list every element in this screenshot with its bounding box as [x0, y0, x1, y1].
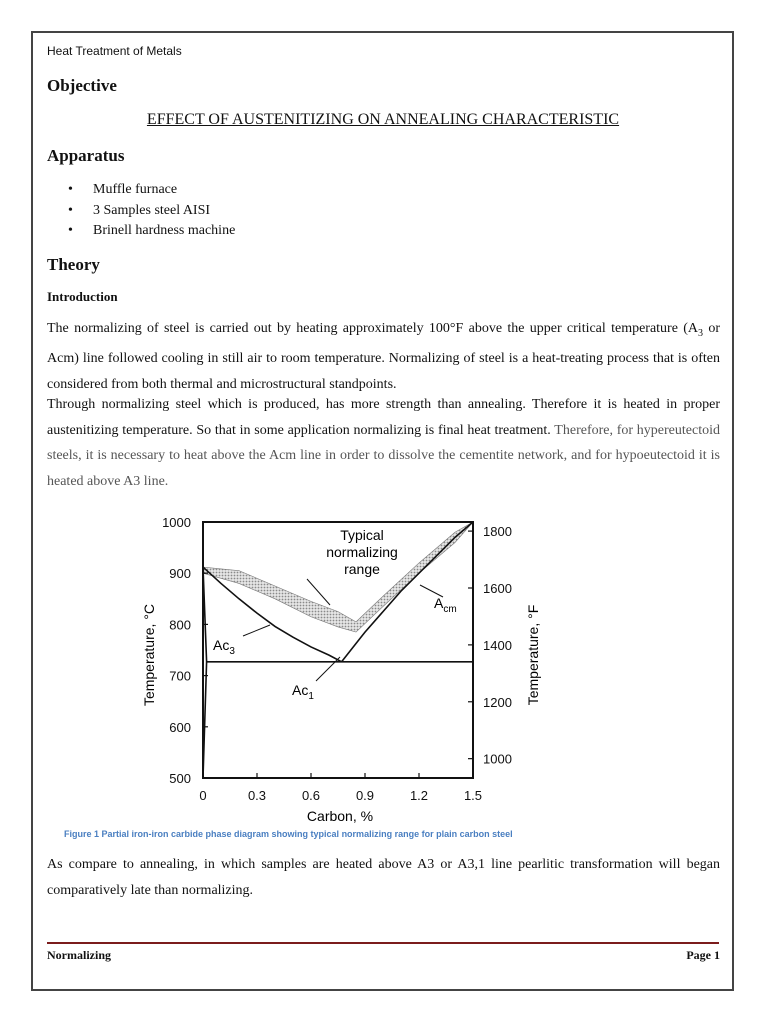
apparatus-heading: Apparatus	[47, 146, 125, 165]
x-tick-label: 1.5	[463, 788, 483, 803]
pointer-line	[316, 657, 340, 681]
annotation-ac1: $Ac_1$	[292, 682, 314, 702]
y-tick-label: 1000	[162, 515, 191, 530]
apparatus-list	[68, 180, 235, 242]
figure-caption: Figure 1 Partial iron-iron carbide phase diagram showing typical normalizing range for plain carbon steel	[64, 829, 513, 839]
y-right-tick-label: 1200	[483, 694, 512, 710]
annotation-acm: $A_{cm}$	[434, 595, 457, 615]
footer-section: Normalizing	[47, 948, 111, 962]
normalizing-range-band	[203, 522, 473, 632]
paragraph-text: or Acm) line followed cooling in still air to room temperature. Normalizing of steel is a heat-treating process that is often considered from both thermal and microstructural standpoints.	[47, 321, 720, 392]
x-tick-label: 1.2	[409, 788, 429, 803]
annotation-range: range	[344, 561, 380, 577]
list-item	[68, 180, 235, 201]
paragraph-compare: As compare to annealing, in which samples are heated above A3 or A3,1 line pearlitic transformation will began comparatively late than normalizing.	[47, 857, 720, 898]
y-right-tick-label: 1400	[483, 637, 512, 653]
x-tick-label: 0.6	[301, 788, 321, 803]
footer-rule	[47, 942, 719, 944]
y-right-tick-label: 1800	[483, 524, 512, 540]
annotation-normalizing: normalizing	[326, 544, 398, 560]
x-tick-label: 0.3	[247, 788, 267, 803]
annotation-ac3: $Ac_3$	[213, 637, 235, 657]
page-number: Page 1	[686, 948, 720, 962]
x-tick-label: 0.9	[355, 788, 375, 803]
bullet-icon: •	[68, 223, 73, 238]
y-tick-label: 700	[169, 668, 191, 684]
subscript: 3	[698, 327, 704, 339]
bullet-icon: •	[68, 182, 73, 197]
y-tick-label: 600	[169, 719, 191, 735]
x-tick-label: 0	[199, 788, 207, 803]
normalizing-range-area	[203, 522, 473, 632]
paragraph-text-gray: Therefore, for hypereutectoid steels, it is necessary to heat above the Acm line in order to dissolve the cementite network, and for hypoeutectoid it is heated above A3 line.	[47, 422, 720, 489]
y-tick-label: 900	[169, 566, 191, 582]
y-axis-right-label: Temperature, °F	[525, 604, 541, 706]
annotation-typical: Typical	[340, 527, 384, 543]
phase-lines	[203, 522, 473, 778]
list-item-label: Brinell hardness machine	[93, 223, 236, 238]
objective-heading: Objective	[47, 76, 117, 95]
y-tick-label: 500	[169, 771, 191, 786]
list-item-label: Muffle furnace	[93, 182, 178, 197]
list-item	[68, 221, 235, 242]
y-right-tick-label: 1000	[483, 751, 512, 767]
x-axis-label: Carbon, %	[306, 808, 374, 824]
list-item	[68, 201, 235, 222]
pointer-line	[420, 585, 443, 597]
theory-heading: Theory	[47, 255, 100, 274]
y-axis-label: Temperature, °C	[141, 603, 157, 707]
bullet-icon: •	[68, 202, 73, 218]
objective-text: EFFECT OF AUSTENITIZING ON ANNEALING CHARACTERISTIC	[146, 111, 620, 128]
paragraph-normalizing	[47, 316, 720, 397]
paragraph-text: The normalizing of steel is carried out by heating approximately 100°F above the upper critical temperature (A	[47, 321, 699, 336]
paragraph-text: Through normalizing steel which is produced, has more strength than annealing. Therefore it is heated in proper austenitizing temperature. So that in some application normalizing is final heat treatment.	[47, 397, 720, 438]
introduction-heading: Introduction	[47, 289, 118, 304]
y-right-tick-label: 1600	[483, 580, 512, 596]
phase-diagram-chart	[140, 505, 541, 825]
list-item-label: 3 Samples steel AISI	[93, 202, 211, 218]
pointer-line	[243, 625, 270, 636]
header-title: Heat Treatment of Metals	[47, 44, 182, 58]
paragraph-strength	[47, 392, 720, 494]
y-tick-label: 800	[169, 617, 191, 633]
